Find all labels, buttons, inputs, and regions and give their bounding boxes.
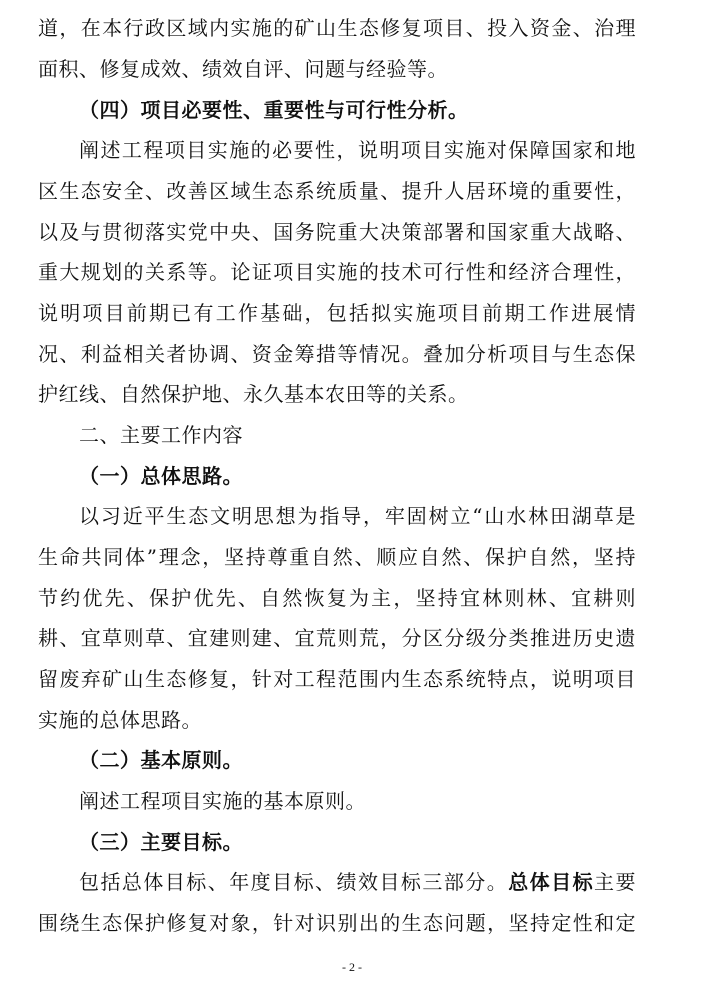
approach-paragraph-line-2: 生命共同体”理念，坚持尊重自然、顺应自然、保护自然，坚持 [38,545,636,569]
necessity-paragraph-line-3: 以及与贯彻落实党中央、国务院重大决策部署和国家重大战略、 [38,220,636,244]
necessity-paragraph-line-4: 重大规划的关系等。论证项目实施的技术可行性和经济合理性， [38,260,636,284]
goals-text-tail: 主要 [594,870,637,894]
goals-paragraph-line-2: 围绕生态保护修复对象，针对识别出的生态问题，坚持定性和定 [38,911,636,935]
page-number: - 2 - [342,960,362,974]
necessity-paragraph-line-6: 况、利益相关者协调、资金筹措等情况。叠加分析项目与生态保 [38,342,636,366]
goals-text-lead: 包括总体目标、年度目标、绩效目标三部分。 [79,870,509,894]
necessity-paragraph-line-2: 区生态安全、改善区域生态系统质量、提升人居环境的重要性， [38,179,636,203]
goals-paragraph-line-1 [79,868,636,896]
approach-paragraph-line-4: 耕、宜草则草、宜建则建、宜荒则荒，分区分级分类推进历史遗 [38,626,636,650]
approach-paragraph-line-6: 实施的总体思路。 [38,708,202,732]
principles-paragraph: 阐述工程项目实施的基本原则。 [79,789,366,813]
goals-bold-term: 总体目标 [508,870,595,894]
chapter-heading-main-work: 二、主要工作内容 [79,423,243,447]
approach-paragraph-line-5: 留废弃矿山生态修复，针对工程范围内生态系统特点，说明项目 [38,667,636,691]
section-heading-basic-principles: （二）基本原则。 [79,748,243,772]
necessity-paragraph-line-5: 说明项目前期已有工作基础，包括拟实施项目前期工作进展情 [38,301,636,325]
necessity-paragraph-line-7: 护红线、自然保护地、永久基本农田等的关系。 [38,382,469,406]
necessity-paragraph-line-1: 阐述工程项目实施的必要性，说明项目实施对保障国家和地 [79,138,636,162]
section-heading-main-goals: （三）主要目标。 [79,830,243,854]
line-continuation-1: 道，在本行政区域内实施的矿山生态修复项目、投入资金、治理 [38,16,636,40]
line-continuation-2: 面积、修复成效、绩效自评、问题与经验等。 [38,57,448,81]
section-heading-overall-approach: （一）总体思路。 [79,464,243,488]
section-heading-4: （四）项目必要性、重要性与可行性分析。 [79,98,469,122]
approach-paragraph-line-1: 以习近平生态文明思想为指导，牢固树立“山水林田湖草是 [79,504,636,528]
approach-paragraph-line-3: 节约优先、保护优先、自然恢复为主，坚持宜林则林、宜耕则 [38,586,636,610]
